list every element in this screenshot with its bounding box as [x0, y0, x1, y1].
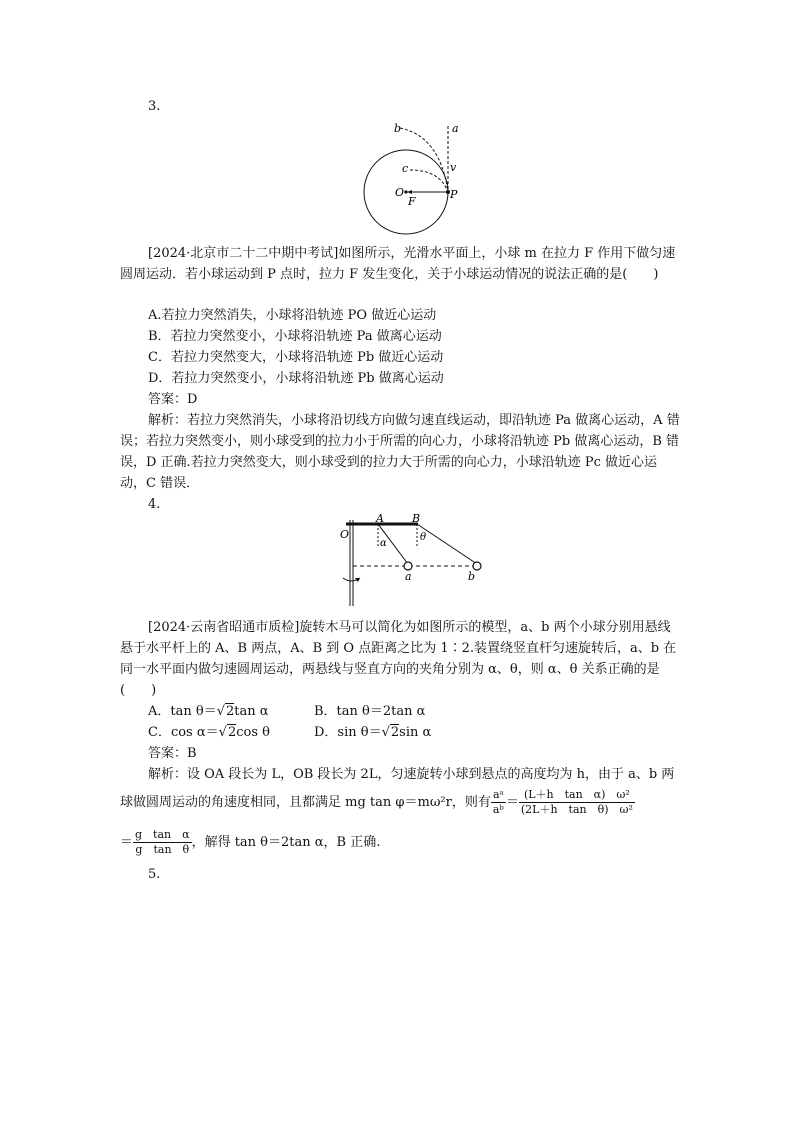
question-number-5: 5.: [148, 867, 161, 882]
center-dot: [404, 190, 407, 193]
q3-source: [2024·北京市二十二中期中考试]: [148, 246, 339, 261]
equals-sign-2: ＝: [120, 835, 134, 850]
equals-sign: ＝: [505, 795, 519, 810]
label-a-upper: A: [376, 514, 384, 525]
big-fraction-denominator: (2L＋h tan θ) ω²: [520, 803, 633, 816]
label-theta: θ: [420, 532, 427, 543]
q4-stem-text: 旋转木马可以简化为如图所示的模型，a、b 两个小球分别用悬线悬于水平杆上的 A、B 两点，A、B 到 O 点距离之比为 1∶2.装置绕竖直杆匀速旋转后，a、b 在同一水平面内做匀速圆周运动，两悬线与竖直方向的夹角分别为 α、θ，则 α、θ 关系正确的是( ): [120, 620, 677, 698]
big-fraction: [519, 788, 635, 817]
q3-answer: 答案：D: [148, 392, 198, 407]
circular-motion-figure: [360, 118, 470, 236]
q4-option-c-root: 2: [227, 725, 237, 740]
trajectory-pb: [400, 128, 448, 192]
q4-analysis-line-1: 解析：设 OA 段长为 L，OB 段长为 2L，匀速旋转小球到悬点的高度均为 h，由于 a、b 两: [148, 767, 675, 782]
q3-option-c: C．若拉力突然变大，小球将沿轨迹 Pb 做近心运动: [148, 350, 444, 365]
q4-analysis-text: 球做圆周运动的角速度相同，且都满足 mg tan φ＝mω²r，则有: [120, 795, 491, 810]
label-f: F: [408, 195, 416, 208]
q4-option-d-suffix: sin α: [399, 725, 432, 740]
q4-option-c-prefix: C．cos α＝: [148, 725, 219, 740]
q4-analysis-line-3: [120, 826, 380, 860]
q4-option-a-root: 2: [226, 704, 235, 719]
tan-fraction: [133, 828, 192, 857]
label-b-lower: b: [468, 570, 476, 583]
label-alpha: α: [380, 538, 387, 549]
q4-option-c: C．cos α＝√2cos θ: [148, 725, 270, 740]
big-fraction-numerator: (L＋h tan α) ω²: [519, 788, 635, 803]
ratio-denominator: aᵇ: [492, 803, 504, 816]
q4-answer: 答案：B: [148, 746, 197, 761]
q3-option-d: D．若拉力突然变小，小球将沿轨迹 Pb 做离心运动: [148, 371, 444, 386]
ball-a: [404, 562, 412, 570]
q4-option-d-prefix: D．sin θ＝: [314, 725, 382, 740]
force-arrow: [407, 190, 412, 194]
label-o: O: [395, 186, 405, 199]
q3-stem: [120, 243, 680, 285]
q3-option-b: B．若拉力突然变小，小球将沿轨迹 Pa 做离心运动: [148, 329, 442, 344]
q4-option-a-prefix: A．tan θ＝: [148, 704, 217, 719]
label-b: b: [394, 122, 402, 135]
q4-conclusion: ，解得 tan θ＝2tan α，B 正确.: [191, 835, 381, 850]
tan-fraction-numerator: g tan α: [135, 828, 190, 841]
q4-stem: [120, 617, 680, 701]
trajectory-pc: [410, 170, 448, 192]
q4-option-d: D．sin θ＝√2sin α: [314, 725, 432, 740]
label-v: v: [450, 161, 457, 174]
q4-option-c-suffix: cos θ: [236, 725, 270, 740]
q4-analysis-line-2: [120, 786, 635, 820]
label-c: c: [402, 162, 409, 175]
q4-option-d-root: 2: [390, 725, 400, 740]
q4-option-a-suffix: tan α: [234, 704, 269, 719]
question-number-3: 3.: [148, 99, 161, 114]
tan-fraction-denominator: g tan θ: [135, 843, 190, 856]
string-b: [417, 524, 477, 564]
label-p: P: [450, 188, 458, 201]
ball-b: [473, 562, 481, 570]
label-a-lower: a: [405, 570, 412, 583]
q4-option-b: B．tan θ＝2tan α: [314, 704, 426, 719]
q4-option-a: A．tan θ＝√2tan α: [148, 704, 269, 719]
q4-source: [2024·云南省昭通市质检]: [148, 620, 300, 635]
ratio-fraction: [491, 788, 506, 817]
q3-option-a: A.若拉力突然消失，小球将沿轨迹 PO 做近心运动: [148, 308, 437, 323]
question-number-4: 4.: [148, 497, 161, 512]
label-a: a: [452, 122, 459, 135]
q3-analysis: 解析：若拉力突然消失，小球将沿切线方向做匀速直线运动，即沿轨迹 Pa 做离心运动，A 错误；若拉力突然变小，则小球受到的拉力小于所需的向心力，小球将沿轨迹 Pb 做离心运动，B 错误，D 正确.若拉力突然变大，则小球受到的拉力大于所需的向心力，小球沿轨迹 Pc 做近心运动，C 错误．: [120, 413, 680, 491]
q3-stem-text: 如图所示，光滑水平面上，小球 m 在拉力 F 作用下做匀速圆周运动．若小球运动到 P 点时，拉力 F 发生变化，关于小球运动情况的说法正确的是( ): [120, 246, 676, 282]
ratio-numerator: aᵃ: [491, 788, 506, 803]
carousel-model-figure: [336, 514, 488, 608]
label-o: O: [340, 528, 350, 541]
label-b-upper: B: [412, 514, 421, 525]
